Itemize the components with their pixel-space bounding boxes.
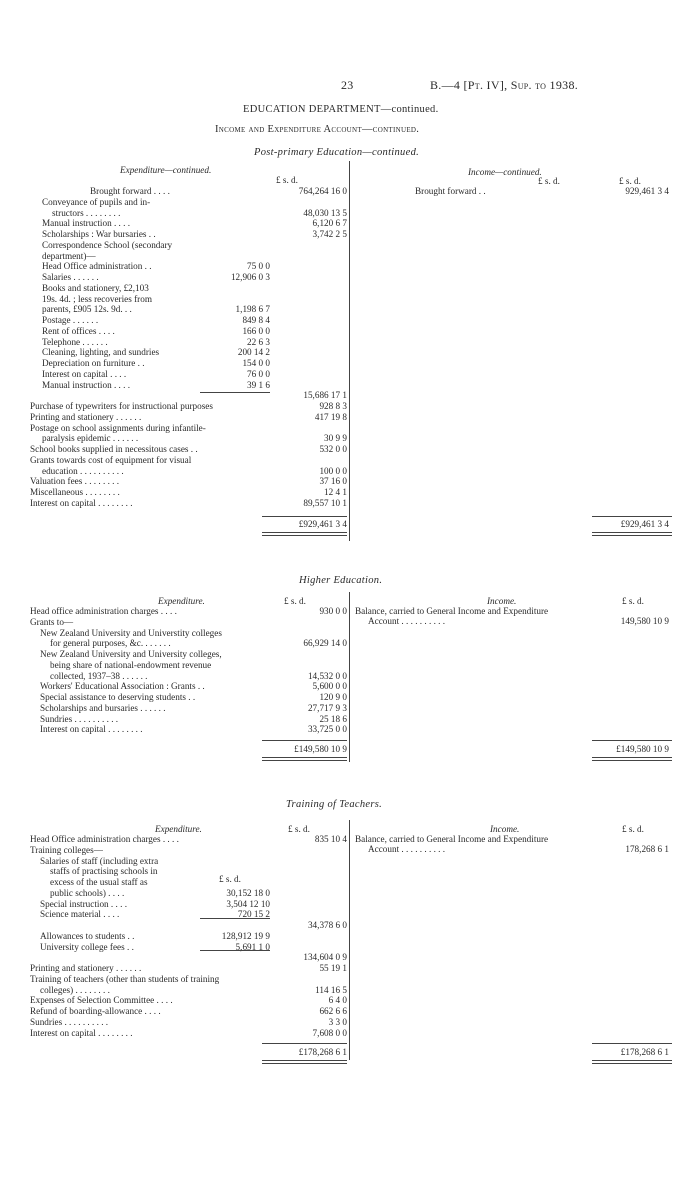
- expenditure-row-label: for general purposes, &c. . . . . . .: [50, 638, 171, 649]
- expenditure-row-amount: 6 4 0: [328, 995, 347, 1006]
- expenditure-row-label: Interest on capital . . . .: [42, 368, 127, 379]
- expenditure-row-amount: 34,378 6 0: [307, 920, 347, 930]
- expenditure-row-amount: 928 8 3: [319, 401, 347, 411]
- expenditure-row-label: Valuation fees . . . . . . . .: [30, 476, 120, 487]
- expenditure-row-label: 19s. 4d. ; less recoveries from: [42, 293, 152, 304]
- expenditure-row-amount: 55 19 1: [319, 963, 347, 973]
- expenditure-row-label: parents, £905 12s. 9d. . .: [42, 304, 132, 315]
- expenditure-row-label: University college fees . .: [40, 941, 134, 952]
- training-income-total: £178,268 6 1: [620, 1047, 669, 1057]
- expenditure-row-amount: 6,120 6 7: [312, 218, 347, 229]
- expenditure-row-label: Interest on capital . . . . . . . .: [30, 1027, 133, 1038]
- training-income-heading: Income.: [490, 824, 520, 834]
- higher-education-income-total: £149,580 10 9: [616, 744, 669, 754]
- subtotal-rule: [200, 950, 270, 951]
- expenditure-row-amount: 662 6 6: [319, 1006, 347, 1016]
- training-divider: [349, 820, 350, 1060]
- expenditure-row-label: Interest on capital . . . . . . . .: [40, 724, 143, 735]
- currency-header: £ s. d.: [619, 176, 641, 186]
- currency-header: £ s. d.: [276, 175, 298, 185]
- expenditure-row-subamount: 128,912 19 9: [221, 930, 270, 941]
- expenditure-row-subamount: 166 0 0: [242, 325, 270, 336]
- currency-header: £ s. d.: [284, 596, 306, 606]
- expenditure-row-label: being share of national-endowment revenue: [50, 659, 212, 670]
- expenditure-row-label: Purchase of typewriters for instructional purposes: [30, 401, 213, 411]
- higher-education-expenditure-total: £149,580 10 9: [294, 744, 347, 754]
- total-double-rule: [262, 1060, 347, 1064]
- expenditure-row-label: structors . . . . . . . .: [52, 207, 121, 218]
- expenditure-row-subamount: 3,504 12 10: [226, 898, 270, 909]
- expenditure-row-amount: 134,604 0 9: [303, 952, 347, 963]
- expenditure-row-amount: 120 9 0: [319, 692, 347, 702]
- expenditure-row-label: Conveyance of pupils and in-: [42, 196, 151, 207]
- expenditure-row-label: collected, 1937–38 . . . . . .: [50, 670, 148, 681]
- expenditure-row-subamount: 39 1 6: [247, 379, 270, 390]
- post-primary-expenditure-heading: Expenditure—continued.: [120, 165, 212, 175]
- department-heading: EDUCATION DEPARTMENT—continued.: [243, 104, 439, 115]
- expenditure-row-label: Salaries . . . . . .: [42, 272, 99, 282]
- expenditure-row-amount: 114 16 5: [315, 984, 347, 995]
- account-heading: Income and Expenditure Account—continued.: [215, 124, 420, 135]
- expenditure-row-amount: 15,686 17 1: [303, 390, 347, 401]
- expenditure-row-label: Printing and stationery . . . . . .: [30, 963, 142, 973]
- expenditure-row-amount: 25 18 6: [319, 713, 347, 724]
- higher-education-expenditure-heading: Expenditure.: [158, 596, 205, 606]
- expenditure-row-label: Science material . . . .: [40, 909, 120, 920]
- expenditure-row-label: Workers' Educational Association : Grants . .: [40, 681, 205, 692]
- currency-header: £ s. d.: [219, 874, 241, 884]
- training-income-line: Balance, carried to General Income and Expenditure: [355, 834, 549, 844]
- expenditure-row-amount: 532 0 0: [319, 444, 347, 454]
- expenditure-row-label: excess of the usual staff as: [50, 877, 148, 887]
- expenditure-row-label: Rent of offices . . . .: [42, 325, 115, 336]
- higher-education-income-line: Balance, carried to General Income and Expenditure: [355, 606, 549, 616]
- total-double-rule: [262, 757, 347, 761]
- expenditure-row-label: Sundries . . . . . . . . . .: [40, 713, 119, 724]
- expenditure-row-subamount: 849 8 4: [242, 315, 270, 325]
- total-rule: [262, 740, 347, 741]
- expenditure-row-amount: 7,608 0 0: [312, 1027, 347, 1038]
- expenditure-row-amount: 66,929 14 0: [303, 638, 347, 649]
- page-number: 23: [341, 78, 354, 92]
- expenditure-row-label: Books and stationery, £2,103: [42, 282, 149, 293]
- expenditure-row-label: Grants to—: [30, 616, 74, 627]
- expenditure-row-label: Correspondence School (secondary: [42, 239, 173, 250]
- expenditure-row-subamount: 154 0 0: [242, 358, 270, 368]
- post-primary-income-label: Brought forward . .: [415, 186, 486, 196]
- expenditure-row-label: Brought forward . . . .: [90, 186, 170, 196]
- expenditure-row-amount: 764,264 16 0: [298, 186, 347, 196]
- expenditure-row-label: paralysis epidemic . . . . . .: [42, 433, 139, 444]
- expenditure-row-label: New Zealand University and University colleges,: [40, 649, 222, 659]
- expenditure-row-label: Interest on capital . . . . . . . .: [30, 497, 133, 508]
- post-primary-title: Post-primary Education—continued.: [254, 147, 420, 158]
- higher-education-divider: [349, 592, 350, 762]
- currency-header: £ s. d.: [538, 176, 560, 186]
- expenditure-row-subamount: 30,152 18 0: [226, 887, 270, 898]
- total-double-rule: [262, 532, 347, 536]
- expenditure-row-amount: 30 9 9: [324, 433, 347, 444]
- total-double-rule: [592, 532, 672, 536]
- higher-education-income-value: 149,580 10 9: [620, 616, 669, 626]
- expenditure-row-amount: 12 4 1: [324, 487, 347, 497]
- expenditure-row-label: Special assistance to deserving students . .: [40, 692, 196, 702]
- expenditure-row-label: Postage . . . . . .: [42, 315, 99, 325]
- expenditure-row-amount: 33,725 0 0: [307, 724, 347, 735]
- expenditure-row-label: Special instruction . . . .: [40, 898, 128, 909]
- higher-education-income-line: Account . . . . . . . . . .: [368, 616, 446, 626]
- expenditure-row-label: New Zealand University and Universtity colleges: [40, 627, 222, 638]
- higher-education-income-heading: Income.: [487, 596, 517, 606]
- expenditure-row-amount: 27,717 9 3: [307, 702, 347, 713]
- expenditure-row-label: Allowances to students . .: [40, 930, 135, 941]
- expenditure-row-subamount: 22 6 3: [247, 336, 270, 347]
- expenditure-row-label: Miscellaneous . . . . . . . .: [30, 487, 120, 497]
- expenditure-row-amount: 3,742 2 5: [312, 229, 347, 239]
- total-double-rule: [592, 757, 672, 761]
- training-income-value: 178,268 6 1: [625, 844, 669, 854]
- expenditure-row-label: Manual instruction . . . .: [42, 379, 131, 390]
- expenditure-row-label: Head office administration charges . . . .: [30, 606, 177, 616]
- expenditure-row-subamount: 200 14 2: [237, 347, 270, 358]
- expenditure-row-subamount: 720 15 2: [237, 909, 270, 920]
- expenditure-row-label: Training colleges—: [30, 844, 103, 855]
- training-of-teachers-title: Training of Teachers.: [286, 799, 383, 810]
- expenditure-row-label: Expenses of Selection Committee . . . .: [30, 995, 173, 1006]
- post-primary-income-heading: Income—continued.: [468, 167, 542, 177]
- expenditure-row-label: Scholarships and bursaries . . . . . .: [40, 702, 166, 713]
- expenditure-row-subamount: 1,198 6 7: [235, 304, 270, 315]
- post-primary-divider: [349, 161, 350, 541]
- expenditure-row-label: Depreciation on furniture . .: [42, 358, 145, 368]
- total-rule: [262, 1043, 347, 1044]
- total-rule: [592, 740, 672, 741]
- expenditure-row-label: Salaries of staff (including extra: [40, 855, 159, 866]
- post-primary-income-total: £929,461 3 4: [620, 519, 669, 529]
- post-primary-expenditure-total: £929,461 3 4: [298, 519, 347, 529]
- total-rule: [592, 516, 672, 517]
- expenditure-row-label: School books supplied in necessitous cases . .: [30, 444, 198, 454]
- total-rule: [592, 1043, 672, 1044]
- expenditure-row-subamount: 75 0 0: [247, 261, 270, 272]
- expenditure-row-subamount: 76 0 0: [247, 368, 270, 379]
- expenditure-row-label: Scholarships : War bursaries . .: [42, 229, 156, 239]
- expenditure-row-label: staffs of practising schools in: [50, 866, 158, 877]
- total-double-rule: [592, 1060, 672, 1064]
- expenditure-row-amount: 835 10 4: [314, 834, 347, 844]
- expenditure-row-label: Refund of boarding-allowance . . . .: [30, 1006, 161, 1016]
- currency-header: £ s. d.: [622, 824, 644, 834]
- expenditure-row-label: Head Office administration charges . . . .: [30, 834, 179, 844]
- expenditure-row-label: department)—: [42, 250, 96, 261]
- training-expenditure-total: £178,268 6 1: [298, 1047, 347, 1057]
- expenditure-row-amount: 14,532 0 0: [307, 670, 347, 681]
- expenditure-row-label: Training of teachers (other than students of training: [30, 973, 220, 984]
- expenditure-row-amount: 100 0 0: [319, 465, 347, 476]
- training-expenditure-heading: Expenditure.: [155, 824, 202, 834]
- total-rule: [262, 516, 347, 517]
- higher-education-title: Higher Education.: [299, 575, 383, 586]
- expenditure-row-label: Printing and stationery . . . . . .: [30, 411, 142, 422]
- expenditure-row-amount: 37 16 0: [319, 476, 347, 487]
- expenditure-row-label: Manual instruction . . . .: [42, 218, 131, 229]
- currency-header: £ s. d.: [288, 824, 310, 834]
- post-primary-income-value: 929,461 3 4: [625, 186, 669, 196]
- subtotal-rule: [200, 918, 270, 919]
- expenditure-row-amount: 417 19 8: [314, 411, 347, 422]
- expenditure-row-label: colleges) . . . . . . . .: [40, 984, 110, 995]
- expenditure-row-amount: 5,600 0 0: [312, 681, 347, 692]
- expenditure-row-label: public schools) . . . .: [50, 887, 125, 898]
- expenditure-row-label: Postage on school assignments during infantile-: [30, 422, 206, 433]
- expenditure-row-label: education . . . . . . . . . .: [42, 465, 124, 476]
- expenditure-row-label: Cleaning, lighting, and sundries: [42, 347, 160, 358]
- expenditure-row-amount: 3 3 0: [328, 1016, 347, 1027]
- document-reference: B.—4 [Pt. IV], Sup. to 1938.: [430, 78, 579, 92]
- subtotal-rule: [200, 392, 270, 393]
- expenditure-row-label: Telephone . . . . . .: [42, 336, 108, 347]
- expenditure-row-amount: 930 0 0: [319, 606, 347, 616]
- expenditure-row-subamount: 12,906 0 3: [230, 272, 270, 282]
- expenditure-row-amount: 48,030 13 5: [303, 207, 347, 218]
- expenditure-row-label: Grants towards cost of equipment for visual: [30, 454, 192, 465]
- currency-header: £ s. d.: [622, 596, 644, 606]
- expenditure-row-label: Head Office administration . .: [42, 261, 152, 272]
- expenditure-row-label: Sundries . . . . . . . . . .: [30, 1016, 109, 1027]
- expenditure-row-subamount: 5,691 1 0: [235, 941, 270, 952]
- training-income-line: Account . . . . . . . . . .: [368, 844, 446, 854]
- expenditure-row-amount: 89,557 10 1: [303, 497, 347, 508]
